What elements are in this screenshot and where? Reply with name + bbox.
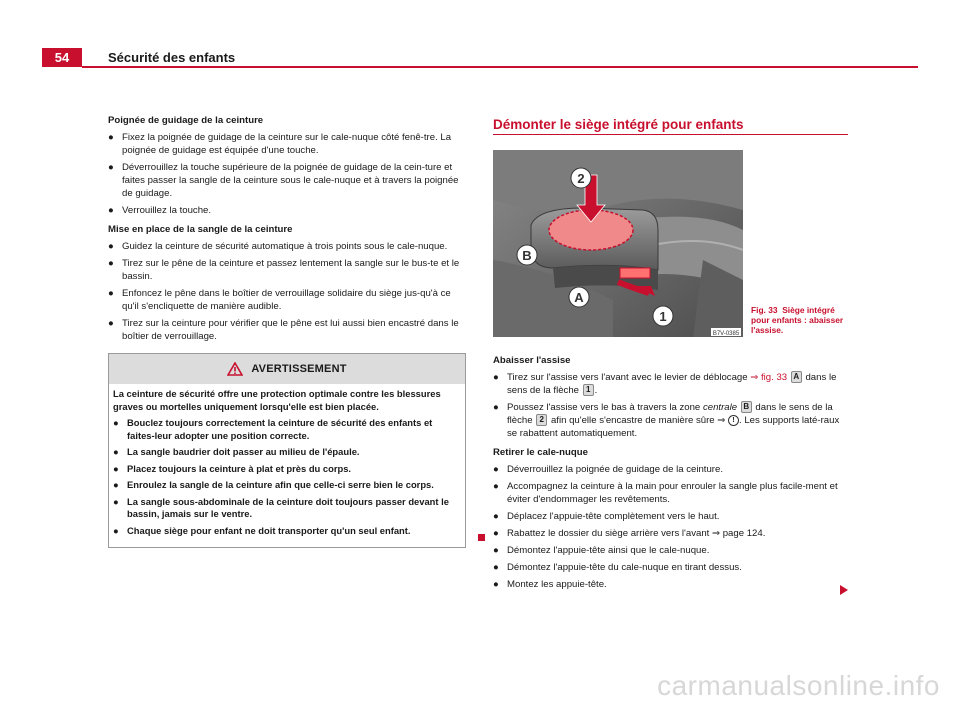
figure-code: B7V-0385 (712, 331, 740, 337)
figure-caption-text: Siège intégré pour enfants : abaisser l'assise. (751, 305, 844, 335)
list-item: ● Montez les appuie-tête. (493, 579, 607, 590)
figure-label-b (517, 245, 537, 265)
left-column (108, 114, 464, 548)
figure-label-2 (571, 168, 591, 188)
figure-child-seat (493, 150, 743, 337)
list-item: ● La sangle sous-abdominale de la ceinture doit toujours passer devant le bassin, jamais sur le ventre. (113, 495, 449, 519)
figure-label-1 (653, 306, 673, 326)
badge-1: 1 (583, 384, 594, 396)
svg-text:B: B (522, 248, 532, 263)
list-item: ● Chaque siège pour enfant ne doit transporter qu'un seul enfant. (113, 524, 411, 536)
continue-arrow-icon (840, 585, 848, 595)
list-item: ● Enfoncez le pêne dans le boîtier de verrouillage solidaire du siège jus-qu'à ce qu'il s'encliquette de manière audible. (108, 288, 451, 312)
page-number: 54 (42, 48, 82, 67)
list-item: ● Bouclez toujours correctement la ceinture de sécurité des enfants et faites-leur adopter une position correcte. (113, 417, 433, 441)
figure-label-a (569, 287, 589, 307)
list-item: ● Fixez la poignée de guidage de la ceinture sur le cale-nuque côté fenê-tre. La poignée de guidage est équipée d'une touche. (108, 132, 452, 156)
list-item: ● Tirez sur l'assise vers l'avant avec le levier de déblocage ⇒ fig. 33 A dans le sens de la flèche 1 . (493, 372, 837, 396)
watermark: carmanualsonline.info (657, 670, 940, 701)
warning-header (109, 354, 465, 384)
figure-caption-label: Fig. 33 (751, 305, 778, 315)
warning-ref-icon: ! (728, 415, 739, 426)
list-item: ● La sangle baudrier doit passer au milieu de l'épaule. (113, 446, 360, 457)
right-column-text (493, 354, 848, 595)
warning-box (108, 353, 466, 548)
subheading-belt-guide: Poignée de guidage de la ceinture (108, 115, 264, 126)
badge-2: 2 (536, 414, 547, 426)
svg-text:A: A (574, 290, 584, 305)
list-item: ● Déverrouillez la poignée de guidage de la ceinture. (493, 464, 724, 475)
badge-b: B (741, 401, 752, 413)
warning-title: AVERTISSEMENT (251, 362, 347, 375)
header-rule (82, 66, 918, 68)
list-item: ● Démontez l'appuie-tête ainsi que le cale-nuque. (493, 545, 710, 556)
list-item: ● Enroulez la sangle de la ceinture afin que celle-ci serre bien le corps. (113, 479, 434, 490)
section-title: Démonter le siège intégré pour enfants (493, 117, 744, 132)
list-item: ● Rabattez le dossier du siège arrière vers l'avant ⇒ page 124. (493, 528, 766, 539)
list-item: ● Poussez l'assise vers le bas à travers la zone centrale B dans le sens de la flèche 2 afin qu'elle s'encastre de manière sûre ⇒ ! . Les supports laté-raux se rabattent automatiquement. (493, 402, 840, 439)
list-item: ● Tirez sur la ceinture pour vérifier que le pêne est lui aussi bien encastré dans le boîtier de verrouillage. (108, 318, 459, 342)
figure-caption (751, 305, 851, 335)
page-header-title: Sécurité des enfants (108, 50, 236, 65)
seat-illustration (493, 150, 743, 337)
warning-intro: La ceinture de sécurité offre une protection optimale contre les blessures graves ou mortelles uniquement lorsqu'elle est bien placée. (113, 388, 441, 412)
list-item: ● Verrouillez la touche. (108, 205, 212, 216)
list-item: ● Accompagnez la ceinture à la main pour enrouler la sangle plus facile-ment et éviter d'endommager les revêtements. (493, 481, 838, 505)
subheading-lower-seat: Abaisser l'assise (493, 355, 571, 366)
end-marker (478, 534, 485, 541)
section-rule (493, 134, 848, 135)
badge-a: A (791, 371, 802, 383)
list-item: ● Guidez la ceinture de sécurité automatique à trois points sous le cale-nuque. (108, 241, 448, 252)
figure-link[interactable]: ⇒ fig. 33 (750, 372, 788, 383)
list-item: ● Tirez sur le pêne de la ceinture et passez lentement la sangle sur le bus-te et le bassin. (108, 258, 460, 282)
list-item: ● Placez toujours la ceinture à plat et près du corps. (113, 462, 352, 474)
list-item: ● Démontez l'appuie-tête du cale-nuque en tirant dessus. (493, 562, 742, 573)
list-item: ● Déverrouillez la touche supérieure de la poignée de guidage de la cein-ture et faites passer la sangle de la ceinture sous le cale-nuque et à travers la poignée de guidage. (108, 162, 459, 199)
warning-body (109, 384, 465, 547)
warning-triangle-icon (227, 362, 243, 376)
svg-text:1: 1 (659, 309, 667, 324)
list-item: ● Déplacez l'appuie-tête complètement vers le haut. (493, 511, 720, 522)
subheading-belt-strap: Mise en place de la sangle de la ceinture (108, 224, 293, 235)
svg-text:2: 2 (577, 171, 585, 186)
subheading-remove-headrest: Retirer le cale-nuque (493, 447, 588, 458)
